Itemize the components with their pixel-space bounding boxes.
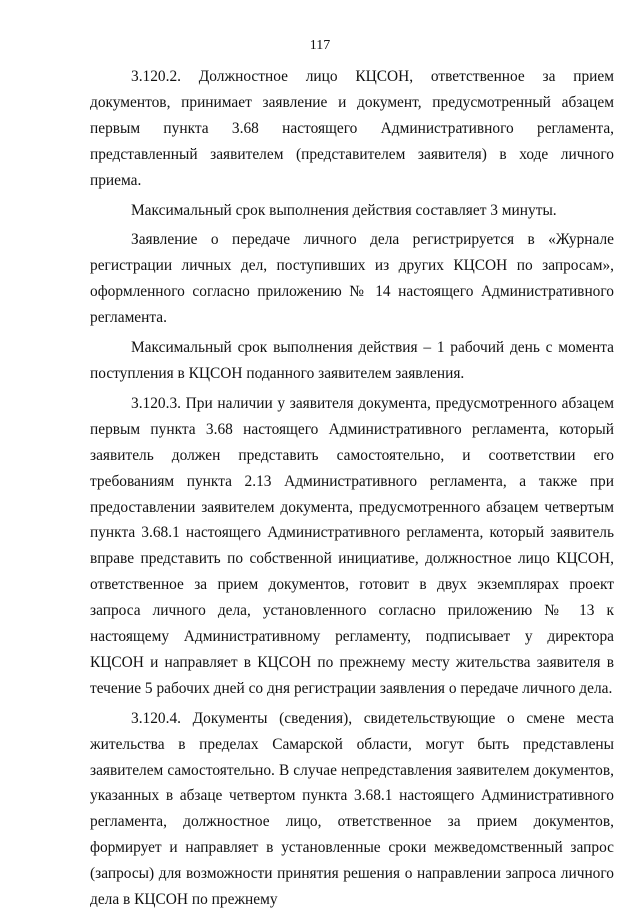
paragraph-3-120-4: 3.120.4. Документы (сведения), свидетельствующие о смене места жительства в пределах Самарской области, могут быть представлены заявителем самостоятельно. В случае непредставления заявителем документов, указанных в абзаце четвертом пункта 3.68.1 настоящего Административного регламента, должностное лицо, ответственное за прием документов, формирует и направляет в установленные сроки межведомственный запрос (запросы) для возможности принятия решения о направлении запроса личного дела в КЦСОН по прежнему xyxy=(90,709,614,909)
page-number: 117 xyxy=(309,38,331,53)
paragraph-3-120-3: 3.120.3. При наличии у заявителя документа, предусмотренного абзацем первым пункта 3.68 настоящего Административного регламента, который заявитель должен представить самостоятельно, и соответствии его требованиям пункта 2.13 Административного регламента, а также при предоставлении заявителем документа, предусмотренного абзацем четвертым пункта 3.68.1 настоящего Административного регламента, который заявитель вправе представить по собственной инициативе, должностное лицо КЦСОН, ответственное за прием документов, готовит в двух экземплярах проект запроса личного дела, установленного согласно приложению № 13 к настоящему Административному регламенту, подписывает у директора КЦСОН и направляет в КЦСОН по прежнему месту жительства заявителя в течение 5 рабочих дней со дня регистрации заявления о передаче личного дела. xyxy=(90,394,614,697)
paragraph-max-time-1-day: Максимальный срок выполнения действия – 1 рабочий день с момента поступления в КЦСОН поданного заявителем заявления. xyxy=(90,339,614,382)
paragraph-max-time-3-min: Максимальный срок выполнения действия составляет 3 минуты. xyxy=(131,201,557,219)
paragraph-3-120-2: 3.120.2. Должностное лицо КЦСОН, ответственное за прием документов, принимает заявление и документ, предусмотренный абзацем первым пункта 3.68 настоящего Административного регламента, представленный заявителем (представителем заявителя) в ходе личного приема. xyxy=(90,68,614,189)
paragraph-registration-journal: Заявление о передаче личного дела регистрируется в «Журнале регистрации личных дел, поступивших из других КЦСОН по запросам», оформленного согласно приложению № 14 настоящего Административного регламента. xyxy=(90,231,614,327)
document-body xyxy=(90,64,614,913)
